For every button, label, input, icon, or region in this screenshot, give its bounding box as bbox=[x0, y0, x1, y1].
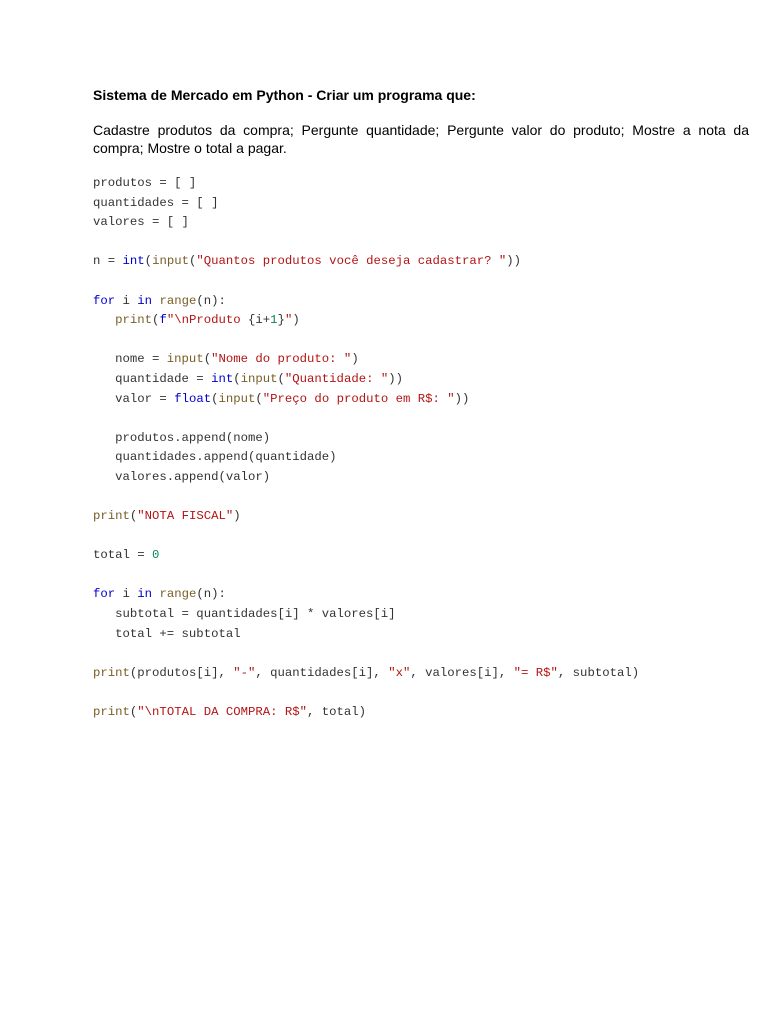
code-block bbox=[93, 174, 639, 723]
code-token: n = bbox=[93, 254, 123, 269]
code-token: , subtotal) bbox=[557, 665, 640, 680]
code-token: ( bbox=[188, 254, 197, 269]
code-line bbox=[93, 683, 639, 703]
document-title: Sistema de Mercado em Python - Criar um programa que: bbox=[93, 87, 476, 103]
code-line bbox=[93, 605, 639, 625]
code-token: )) bbox=[506, 254, 522, 269]
code-token: valores = [ ] bbox=[93, 215, 189, 230]
code-line bbox=[93, 644, 639, 664]
code-token: valores.append(valor) bbox=[93, 469, 271, 484]
code-token: "Preço do produto em R$: " bbox=[262, 391, 455, 406]
code-line bbox=[93, 194, 639, 214]
code-token: ( bbox=[203, 352, 212, 367]
code-token: 0 bbox=[152, 548, 160, 563]
code-token: range bbox=[159, 293, 197, 308]
code-line bbox=[93, 252, 639, 272]
code-token: ) bbox=[351, 352, 359, 367]
code-token: "\nProduto bbox=[166, 313, 249, 328]
task-description: Cadastre produtos da compra; Pergunte quantidade; Pergunte valor do produto; Mostre a nota da compra; Mostre o total a pagar. bbox=[93, 122, 749, 156]
code-line bbox=[93, 311, 639, 331]
code-line bbox=[93, 468, 639, 488]
code-token: in bbox=[137, 587, 153, 602]
code-token: produtos = [ ] bbox=[93, 176, 197, 190]
code-token: total = bbox=[93, 548, 153, 563]
code-token: input bbox=[152, 254, 189, 269]
code-token: (produtos[i], bbox=[129, 665, 234, 680]
code-token: "NOTA FISCAL" bbox=[137, 509, 234, 524]
code-token: range bbox=[159, 587, 197, 602]
code-token: i bbox=[115, 293, 138, 308]
code-token: "\nTOTAL DA COMPRA: R$" bbox=[137, 705, 308, 720]
code-line bbox=[93, 566, 639, 586]
code-line bbox=[93, 272, 639, 292]
code-token: f bbox=[159, 313, 167, 328]
code-token: nome = bbox=[93, 352, 167, 367]
code-token: int bbox=[122, 254, 145, 269]
code-line bbox=[93, 370, 639, 390]
code-token: } bbox=[277, 313, 285, 328]
code-line bbox=[93, 409, 639, 429]
code-token: quantidade = bbox=[93, 371, 212, 386]
code-token: ( bbox=[144, 254, 153, 269]
code-token: "-" bbox=[233, 665, 256, 680]
code-token: input bbox=[240, 371, 278, 386]
code-token: in bbox=[137, 293, 153, 308]
code-token: i bbox=[115, 587, 138, 602]
code-token: ( bbox=[233, 371, 241, 386]
code-token: ) bbox=[292, 313, 300, 328]
code-token bbox=[93, 313, 115, 327]
code-token: , total) bbox=[307, 705, 367, 720]
code-line bbox=[93, 664, 639, 684]
code-token: "= R$" bbox=[513, 665, 558, 680]
code-line bbox=[93, 331, 639, 351]
code-token: )) bbox=[388, 371, 403, 386]
code-line bbox=[93, 507, 639, 527]
code-line bbox=[93, 585, 639, 605]
code-token: {i+ bbox=[248, 313, 271, 328]
code-line bbox=[93, 546, 639, 566]
code-token: total += subtotal bbox=[93, 626, 241, 641]
code-token: "x" bbox=[388, 665, 411, 680]
code-line bbox=[93, 233, 639, 253]
code-token: )) bbox=[454, 391, 470, 406]
code-token: " bbox=[284, 313, 293, 328]
code-token: "Quantidade: " bbox=[284, 371, 389, 386]
code-token: quantidades = [ ] bbox=[93, 195, 219, 210]
code-token: for bbox=[93, 293, 116, 308]
code-token: "Nome do produto: " bbox=[211, 352, 352, 367]
code-line bbox=[93, 448, 639, 468]
code-token: print bbox=[93, 705, 130, 720]
code-token: ) bbox=[233, 509, 241, 524]
code-token: for bbox=[93, 587, 116, 602]
code-token: int bbox=[211, 371, 234, 386]
code-token: ( bbox=[277, 371, 285, 386]
code-line bbox=[93, 625, 639, 645]
code-token: subtotal = quantidades[i] * valores[i] bbox=[93, 607, 396, 622]
code-token: input bbox=[166, 352, 204, 367]
code-token: produtos.append(nome) bbox=[93, 430, 271, 445]
code-token: valor = bbox=[93, 391, 175, 406]
code-line bbox=[93, 488, 639, 508]
code-token: (n): bbox=[196, 587, 226, 602]
code-token: "Quantos produtos você deseja cadastrar? " bbox=[196, 254, 507, 269]
code-line bbox=[93, 703, 639, 723]
code-token: quantidades.append(quantidade) bbox=[93, 450, 337, 465]
code-token: ( bbox=[129, 705, 138, 720]
code-line bbox=[93, 429, 639, 449]
code-line bbox=[93, 390, 639, 410]
code-line bbox=[93, 350, 639, 370]
code-token: ( bbox=[129, 509, 138, 524]
code-token: ( bbox=[255, 391, 263, 406]
code-token: print bbox=[93, 509, 130, 524]
code-token: print bbox=[93, 665, 130, 680]
code-token: float bbox=[174, 391, 212, 406]
code-token: (n): bbox=[196, 293, 226, 308]
code-token: print bbox=[115, 313, 153, 328]
code-token: 1 bbox=[270, 313, 278, 328]
code-line bbox=[93, 213, 639, 233]
code-token: ( bbox=[152, 313, 160, 328]
code-token: , quantidades[i], bbox=[255, 665, 389, 680]
code-token: input bbox=[218, 391, 256, 406]
code-token: ( bbox=[211, 391, 219, 406]
code-line bbox=[93, 174, 639, 194]
code-line bbox=[93, 527, 639, 547]
code-token: , valores[i], bbox=[410, 665, 514, 680]
code-line bbox=[93, 292, 639, 312]
